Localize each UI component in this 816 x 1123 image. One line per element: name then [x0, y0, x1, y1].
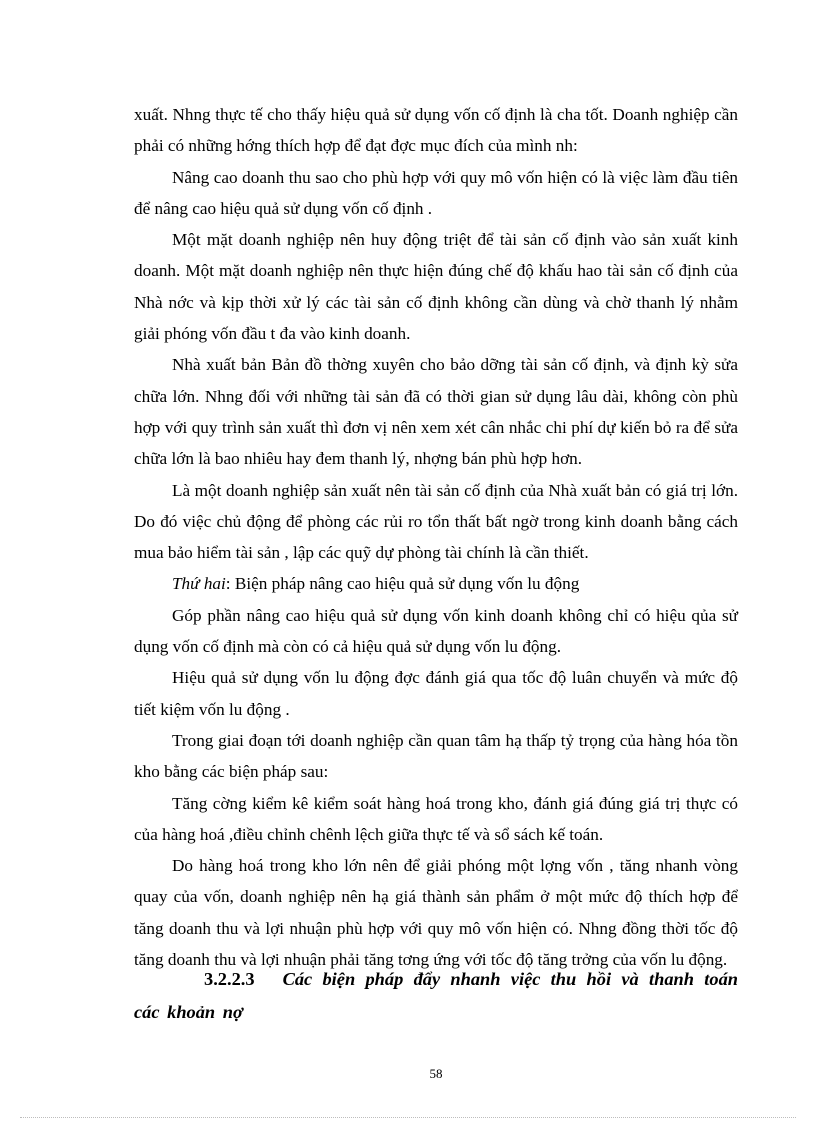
paragraph-1: xuất. Nhng thực tế cho thấy hiệu quả sử dụng vốn cố định là cha tốt. Doanh nghiệp cần phải có những hớng thích hợp để đạt đợc mục đích của mình nh: — [134, 105, 738, 156]
second-measure-text: : Biện pháp nâng cao hiệu quả sử dụng vốn lu động — [225, 574, 580, 594]
paragraph-7: Hiệu quả sử dụng vốn lu động đợc đánh giá qua tốc độ luân chuyển và mức độ tiết kiệm vốn lu động . — [134, 668, 738, 719]
paragraph-9: Tăng cờng kiểm kê kiểm soát hàng hoá trong kho, đánh giá đúng giá trị thực có của hàng hoá ,điều chỉnh chênh lệch giữa thực tế và sổ sách kế toán. — [134, 793, 738, 844]
paragraph-6: Góp phần nâng cao hiệu quả sử dụng vốn kinh doanh không chỉ có hiệu qủa sử dụng vốn cố định mà còn có cả hiệu quả sử dụng vốn lu động. — [134, 605, 738, 657]
section-title: Các biện pháp đẩy nhanh việc thu hồi và thanh toán các khoản nợ — [134, 969, 738, 1022]
paragraph-3: Một mặt doanh nghiệp nên huy động triệt để tài sản cố định vào sản xuất kinh doanh. Một mặt doanh nghiệp nên thực hiện đúng chế độ khấu hao tài sản cố định của Nhà nớc và kịp thời xử lý các tài sản cố định không cần dùng và chờ thanh lý nhằm giải phóng vốn đầu t đa vào kinh doanh. — [134, 230, 738, 344]
page-number: 58 — [429, 1066, 443, 1081]
second-measure-paragraph — [134, 568, 738, 599]
page-bottom-divider — [20, 1117, 796, 1118]
paragraph-2: Nâng cao doanh thu sao cho phù hợp với quy mô vốn hiện có là việc làm đầu tiên để nâng cao hiệu quả sử dụng vốn cố định . — [134, 167, 738, 218]
paragraph-4: Nhà xuất bản Bản đồ thờng xuyên cho bảo dỡng tài sản cố định, và định kỳ sửa chữa lớn. Nhng đối với những tài sản đã có thời gian sử dụng lâu dài, không còn phù hợp với quy trình sản xuất thì đơn vị nên xem xét cân nhắc chi phí dự kiến bỏ ra để sửa chữa lớn là bao nhiêu hay đem thanh lý, nhợng bán phù hợp hơn. — [134, 355, 738, 469]
paragraph-10: Do hàng hoá trong kho lớn nên để giải phóng một lợng vốn , tăng nhanh vòng quay của vốn, doanh nghiệp nên hạ giá thành sản phẩm ở một mức độ thích hợp để tăng doanh thu và lợi nhuận phù hợp với quy mô vốn hiện có. Nhng đồng thời tốc độ tăng doanh thu và lợi nhuận phải tăng tơng ứng với tốc độ tăng trởng của vốn lu động. — [134, 856, 738, 970]
paragraph-8: Trong giai đoạn tới doanh nghiệp cần quan tâm hạ thấp tỷ trọng của hàng hóa tồn kho bằng các biện pháp sau: — [134, 730, 738, 782]
section-number: 3.2.2.3 — [204, 969, 255, 989]
second-measure-lead: Thứ hai — [172, 574, 226, 594]
body-text — [134, 99, 738, 975]
paragraph-5: Là một doanh nghiệp sản xuất nên tài sản cố định của Nhà xuất bản có giá trị lớn. Do đó việc chủ động để phòng các rủi ro tổn thất bất ngờ trong kinh doanh bằng cách mua bảo hiểm tài sản , lập các quỹ dự phòng tài chính là cần thiết. — [134, 480, 738, 563]
section-heading — [134, 963, 738, 1029]
